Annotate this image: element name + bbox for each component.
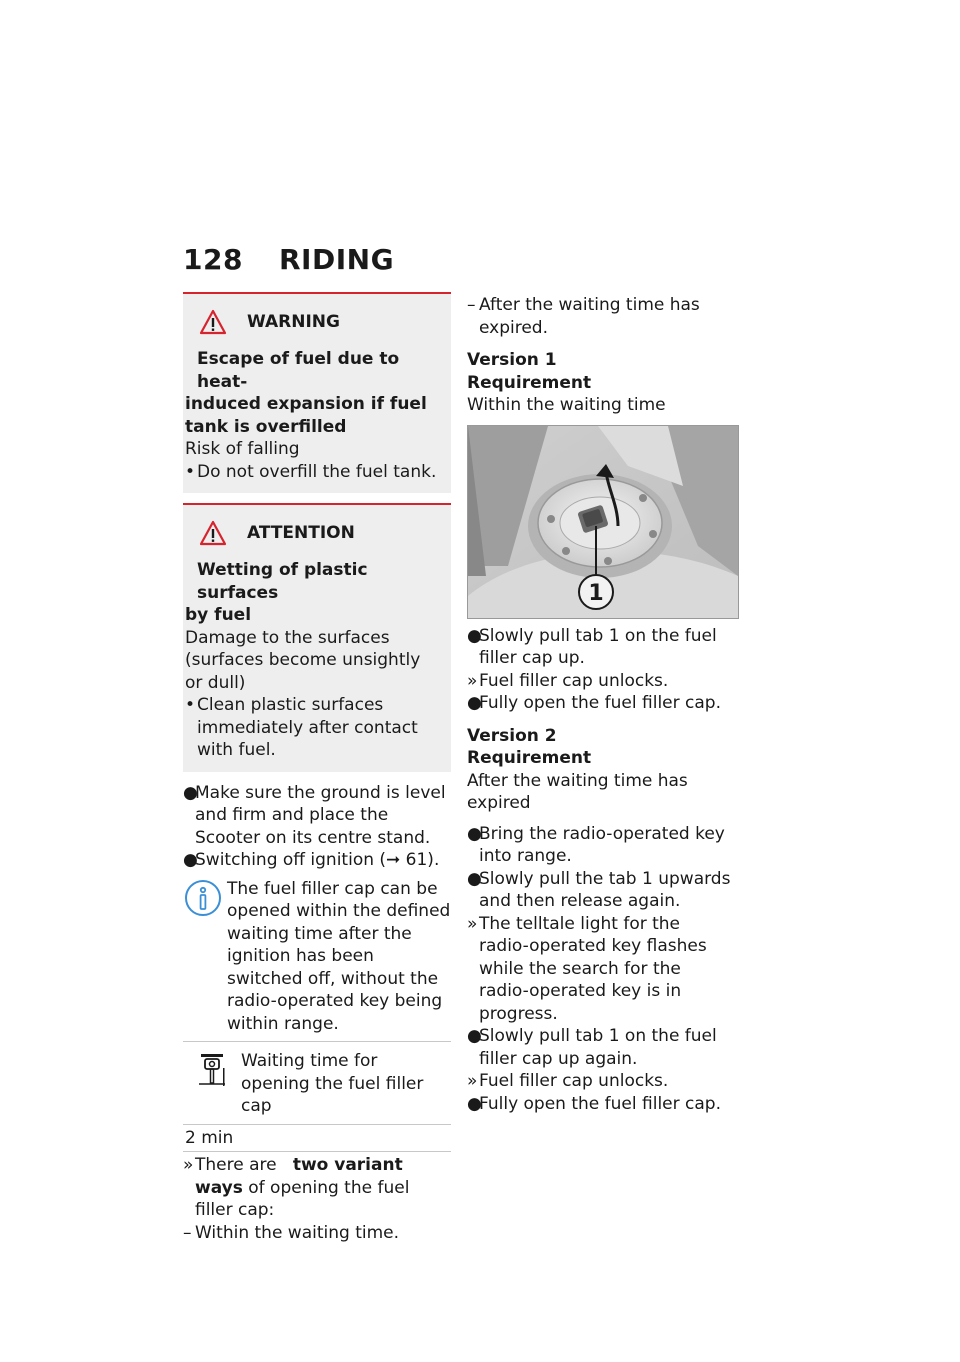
spec-value: 2 min (185, 1127, 234, 1148)
attention-title: ATTENTION (185, 513, 439, 553)
spec-label: Waiting time for opening the fuel filler cap (241, 1051, 424, 1116)
warning-triangle-icon (199, 520, 227, 546)
list-item: – Within the waiting time. (183, 1222, 400, 1243)
list-item: ● Make sure the ground is level and firm and place the Scooter on its centre stand. (183, 782, 446, 848)
figure-callout-label: 1 (588, 580, 604, 606)
warning-title: WARNING (185, 302, 439, 342)
attention-bullets (185, 694, 439, 762)
attention-subtitle: Wetting of plastic surfaces by fuel (185, 560, 368, 625)
warning-bullets (185, 461, 439, 484)
section-title: RIDING (279, 243, 395, 276)
list-item: ● Switching off ignition (➞ 61). (183, 850, 440, 870)
version-2-steps (467, 823, 735, 1116)
preparation-steps (183, 782, 451, 872)
fuel-cap-photo (467, 425, 739, 619)
right-column (467, 294, 735, 1115)
list-item: • Do not overfill the fuel tank. (185, 461, 437, 482)
attention-box (183, 503, 451, 772)
list-item: » Fuel filler cap unlocks. (467, 670, 669, 691)
warning-subtitle: Escape of fuel due to heat- induced expansion if fuel tank is overfilled (185, 349, 427, 437)
warning-triangle-icon (199, 309, 227, 335)
page-number: 128 (183, 243, 243, 276)
list-item: ● Slowly pull the tab 1 upwards and then release again. (467, 868, 731, 911)
info-note: The fuel filler cap can be opened within the defined waiting time after the ignition has been switched off, without the radio-operated key being within range. (183, 878, 451, 1036)
version-2-requirement-text: After the waiting time has expired (467, 770, 688, 813)
key-timer-icon (193, 1050, 233, 1090)
page-header (183, 244, 394, 276)
list-item: • Clean plastic surfaces immediately after contact with fuel. (185, 695, 418, 760)
waiting-time-spec (183, 1041, 451, 1152)
list-item: » Fuel filler cap unlocks. (467, 1071, 669, 1091)
version-2-title: Version 2 (467, 725, 557, 746)
fuel-cap-illustration (468, 426, 738, 618)
list-item: » There are two variant ways of opening the fuel filler cap: (183, 1155, 410, 1220)
version-2-requirement-label: Requirement (467, 748, 592, 768)
version-1-requirement-text: Within the waiting time (467, 395, 666, 415)
warning-risk: Risk of falling (185, 439, 300, 459)
list-item: – After the waiting time has expired. (467, 295, 700, 338)
version-2-section (467, 725, 735, 1116)
list-item: ● Fully open the fuel filler cap. (467, 1093, 721, 1114)
left-column (183, 292, 451, 1244)
list-item: ● Slowly pull tab 1 on the fuel filler cap up again. (467, 1026, 717, 1069)
variant-dash-continued (467, 294, 735, 339)
variant-intro (183, 1154, 451, 1244)
version-1-section (467, 349, 735, 715)
version-1-title: Version 1 (467, 350, 557, 370)
list-item: ● Bring the radio-operated key into range. (467, 823, 725, 866)
list-item: » The telltale light for the radio-operated key flashes while the search for the radio-operated key is in progress. (467, 913, 707, 1024)
attention-risk: Damage to the surfaces (surfaces become unsightly or dull) (185, 627, 421, 693)
version-1-requirement-label: Requirement (467, 372, 592, 393)
version-1-steps (467, 625, 735, 715)
list-item: ● Slowly pull tab 1 on the fuel filler cap up. (467, 625, 717, 668)
info-icon (183, 878, 223, 918)
list-item: ● Fully open the fuel filler cap. (467, 693, 721, 713)
warning-box (183, 292, 451, 493)
